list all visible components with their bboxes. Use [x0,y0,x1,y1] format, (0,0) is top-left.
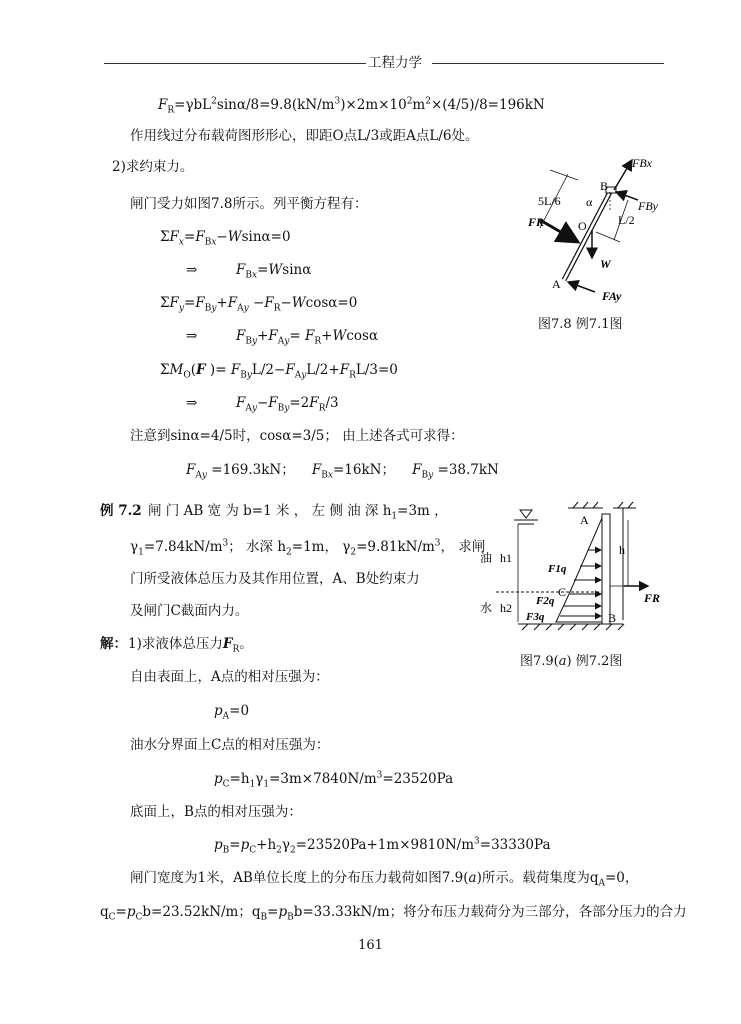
label-water: 水 [480,601,493,615]
example-line-2: $\gamma_1=7.84kN/m^3$； 水深 $h_2=1m$， $\gamma_2=9.81kN/m^3$， 求闸 [130,538,486,558]
free-surface-text: 自由表面上，A点的相对压强为： [130,669,329,685]
figure-7-9a-drawing [478,500,668,640]
figure-7-8 [520,150,670,310]
label-h1: h1 [500,551,512,565]
bottom-text: 底面上，B点的相对压强为： [130,804,302,820]
implies-1: ⇒ [186,262,198,278]
equation-3-result: $F_{Ay}-F_{By}=2F_R/3$ [236,395,339,414]
action-line-text: 作用线过分布载荷图形形心，即距O点L/3或距A点L/6处。 [130,128,479,144]
label-oil: 油 [480,551,493,565]
label-fr2: FR [644,591,661,605]
label-a: A [552,277,561,291]
equation-3: $\Sigma M_O(F$ )= $F_{By}L/2-F_{Ay}L/2+F_RL/3=0$ [160,362,398,381]
solution-label: 解： [100,636,127,652]
label-fby: FBy [638,199,658,213]
fbx-arrow [614,160,632,190]
label-fay: FAy [602,289,622,303]
label-h2: h2 [500,601,512,615]
pb-formula: $p_B=p_C+h_2\gamma_2=23520Pa+1m\times 9810N/m^3=33330Pa$ [214,836,551,856]
label-alpha: α [586,195,593,209]
figure-7-8-drawing [520,150,670,310]
label-l2: L/2 [618,213,635,227]
header-rule-right [432,63,664,64]
label-o: O [578,219,587,233]
example-line-1: 闸 门 AB 宽 为 b=1 米 ， 左 侧 油 深 $h_1=3m$ ， [148,503,448,522]
page-header-title: 工程力学 [368,55,422,71]
label-a2: A [580,513,589,527]
figure-7-9a-caption: 图7.9(a) 例7.2图 [520,654,623,669]
label-f1q: F1q [548,563,567,575]
pc-formula: $p_C=h_1\gamma_1=3m\times 7840N/m^3=23520Pa$ [214,770,454,790]
label-f3q: F3q [526,611,545,623]
implies-2: ⇒ [186,328,198,344]
pa-formula: $p_A=0$ [214,703,250,722]
gate-force-text: 闸门受力如图7.8所示。列平衡方程有： [130,196,368,212]
example-label: 例 7.2 [100,503,142,519]
example-line-3: 门所受液体总压力及其作用位置，A、B处约束力 [130,571,420,587]
equation-2: $\Sigma F_y=F_{By}+F_{Ay} -F_R-Wcos\alpha=0$ [160,295,358,314]
label-5l6: 5L/6 [538,194,561,208]
implies-3: ⇒ [186,395,198,411]
last-line-text: $q_C=p_Cb=23.52kN/m$；$q_B=p_Bb=33.33kN/m$；将分布压力载荷分为三部分，各部分压力的合力 [100,904,687,923]
fby-arrow [616,192,638,200]
example-line-4: 及闸门C截面内力。 [130,603,249,619]
gate [602,514,610,624]
label-w: W [600,257,611,271]
fr-formula: $F_R=\gamma bL^2\sin\alpha/8=9.8(kN/m^3)\times 2m\times 10^2m^2\times(4/5)/8=196kN$ [158,96,545,116]
gate-width-text: 闸门宽度为1米，AB单位长度上的分布压力载荷如图7.9(a)所示。载荷集度为$q_A=0$， [130,870,639,889]
header-rule-left [104,63,366,64]
equation-1-result: $F_{Bx}=Wsin\alpha$ [236,262,312,281]
fay-arrow [568,282,595,292]
label-fbx: FBx [632,156,652,170]
label-h: h [619,543,625,557]
label-fr: FR [528,215,545,229]
fr-arrow [540,220,578,242]
label-b: B [600,179,609,193]
page-number: 161 [358,938,383,953]
figure-7-9a [478,500,668,640]
equation-1: $\Sigma F_x=F_{Bx}-Wsin\alpha=0$ [160,229,291,248]
equation-2-result: $F_{By}+F_{Ay}= F_R+Wcos\alpha$ [236,328,379,347]
label-b2: B [608,611,617,625]
figure-7-8-caption: 图7.8 例7.1图 [538,317,623,332]
solution-line-1: 1)求液体总压力$F_R$。 [128,636,253,655]
step-2-heading: 2)求约束力。 [112,159,194,175]
label-f2q: F2q [536,595,555,607]
results-line: $F_{Ay} =169.3kN$； $F_{Bx}=16kN$； $F_{By} =38.7kN$ [186,462,499,481]
label-c: C [558,585,567,599]
note-text: 注意到sinα=4/5时，cosα=3/5； 由上述各式可求得： [130,428,464,444]
oil-water-text: 油水分界面上C点的相对压强为： [130,737,330,753]
